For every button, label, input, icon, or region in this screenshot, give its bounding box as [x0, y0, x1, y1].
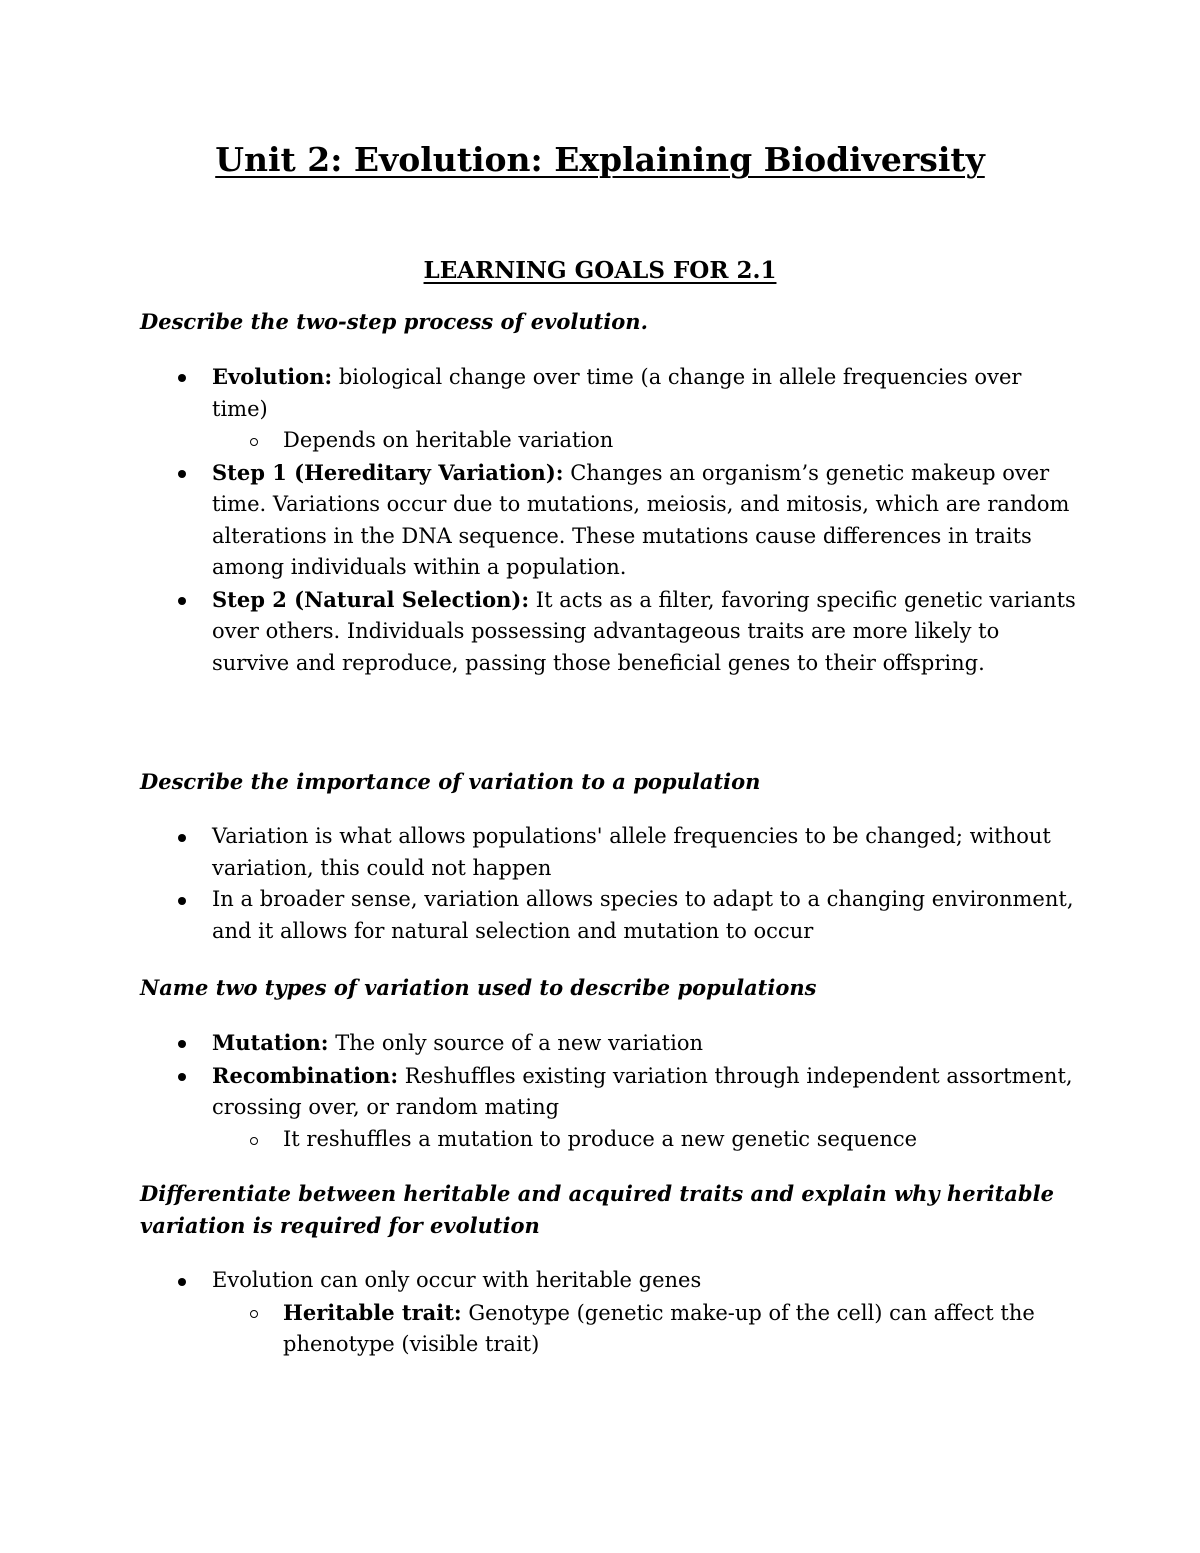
- item-text: Depends on heritable variation: [283, 428, 614, 452]
- types-of-variation-list: [140, 1027, 1080, 1155]
- item-text: The only source of a new variation: [328, 1031, 703, 1055]
- item-text: In a broader sense, variation allows species to adapt to a changing environment, and it allows for natural selection and mutation to occur: [212, 887, 1074, 943]
- item-text: Evolution can only occur with heritable genes: [212, 1268, 702, 1292]
- section-heading-types-of-variation: Name two types of variation used to describe populations: [140, 975, 817, 1000]
- item-text: Genotype (genetic make-up of the cell) can affect the phenotype (visible trait): [283, 1300, 1035, 1356]
- term-label: Recombination:: [212, 1062, 399, 1088]
- term-label: Step 1 (Hereditary Variation):: [212, 459, 564, 485]
- item-text: Changes an organism’s genetic makeup over time. Variations occur due to mutations, meiosis, and mitosis, which are random alterations in the DNA sequence. These mutations cause differences in traits among individuals within a population.: [212, 460, 1070, 579]
- sub-list-item: [140, 1124, 1080, 1156]
- sub-list-item: [140, 425, 1080, 457]
- list-item: [140, 361, 1080, 425]
- item-text: It acts as a filter, favoring specific genetic variants over others. Individuals possessing advantageous traits are more likely to survive and reproduce, passing those beneficial genes to their offspring.: [212, 587, 1076, 675]
- list-item: [140, 1060, 1080, 1124]
- list-item: [140, 584, 1080, 680]
- hollow-bullet-icon: [250, 438, 258, 446]
- item-text: Variation is what allows populations' allele frequencies to be changed; without variation, this could not happen: [212, 824, 1051, 880]
- bullet-icon: [178, 834, 186, 842]
- section-heading-two-step-process: Describe the two-step process of evolution.: [140, 309, 648, 334]
- list-item: [140, 1027, 1080, 1060]
- section-heading-heritable-vs-acquired: Differentiate between heritable and acquired traits and explain why heritable variation is required for evolution: [140, 1181, 1054, 1238]
- bullet-icon: [178, 597, 186, 605]
- sub-list-item: [140, 1297, 1080, 1361]
- hollow-bullet-icon: [250, 1137, 258, 1145]
- two-step-process-list: [140, 361, 1080, 679]
- term-label: Step 2 (Natural Selection):: [212, 586, 530, 612]
- hollow-bullet-icon: [250, 1310, 258, 1318]
- item-text: biological change over time (a change in allele frequencies over time): [212, 365, 1022, 421]
- bullet-icon: [178, 897, 186, 905]
- section-heading-importance-of-variation: Describe the importance of variation to a population: [140, 769, 761, 794]
- bullet-icon: [178, 1040, 186, 1048]
- heritable-vs-acquired-list: [140, 1265, 1080, 1361]
- term-label: Evolution:: [212, 364, 333, 389]
- document-title: Unit 2: Evolution: Explaining Biodiversity: [215, 140, 985, 179]
- importance-of-variation-list: [140, 821, 1080, 947]
- list-item: [140, 884, 1080, 947]
- learning-goals-heading: LEARNING GOALS FOR 2.1: [423, 257, 777, 284]
- bullet-icon: [178, 1073, 186, 1081]
- bullet-icon: [178, 1278, 186, 1286]
- list-item: [140, 1265, 1080, 1297]
- list-item: [140, 457, 1080, 584]
- bullet-icon: [178, 470, 186, 478]
- list-item: [140, 821, 1080, 884]
- item-text: It reshuffles a mutation to produce a new genetic sequence: [283, 1126, 918, 1151]
- term-label: Mutation:: [212, 1030, 329, 1055]
- item-text: Reshuffles existing variation through independent assortment, crossing over, or random mating: [212, 1063, 1073, 1119]
- term-label: Heritable trait:: [283, 1299, 462, 1325]
- bullet-icon: [178, 374, 186, 382]
